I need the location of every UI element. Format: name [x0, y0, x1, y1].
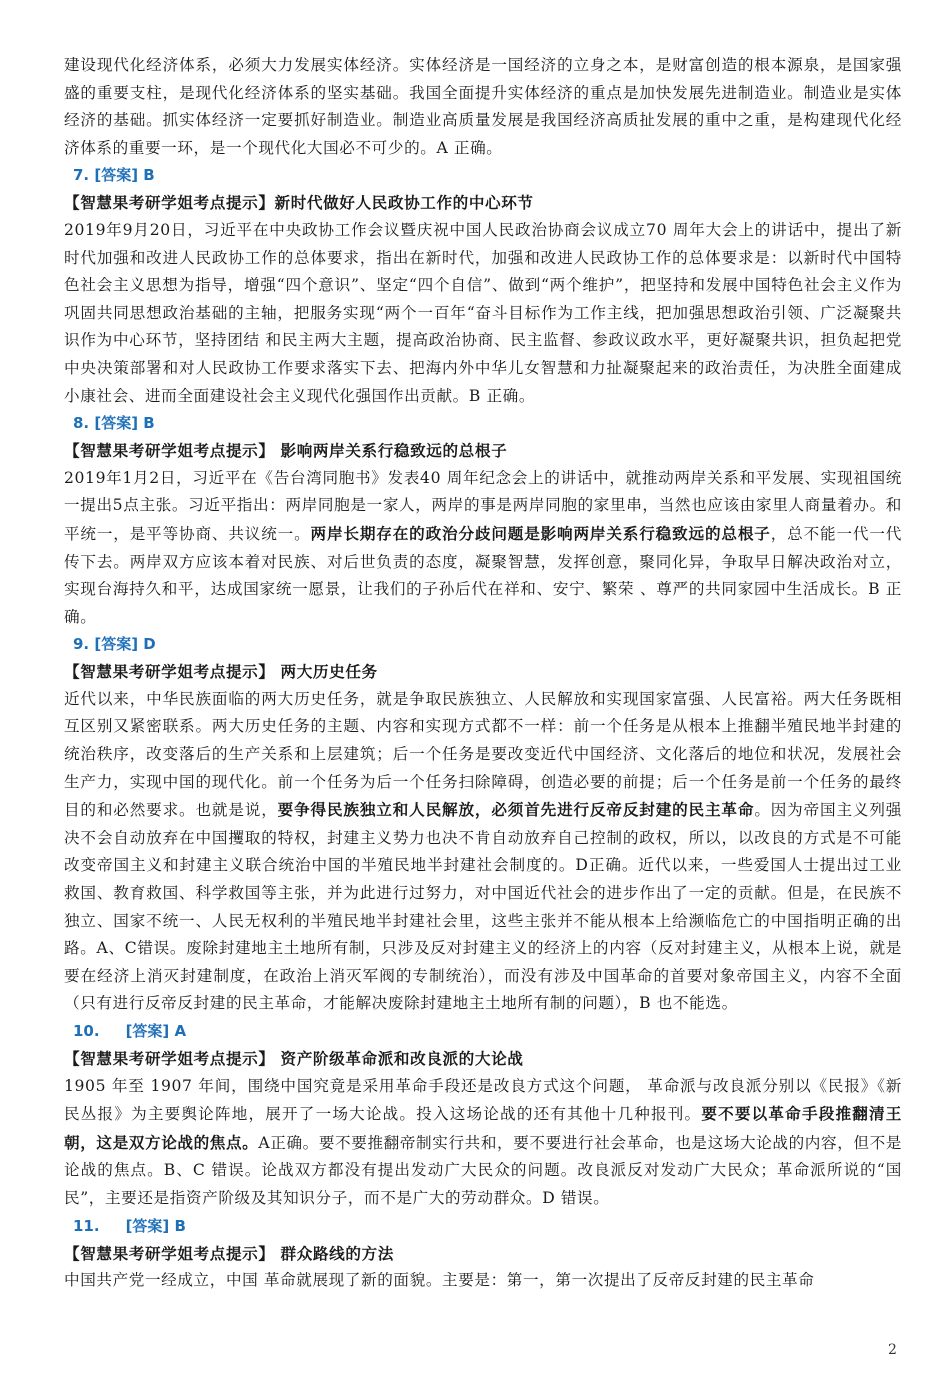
q11-answer: 11. [答案] B: [73, 1216, 186, 1235]
q11-tip-heading: 【智慧果考研学姐考点提示】 群众路线的方法: [64, 1243, 394, 1263]
q11-body: 中国共产党一经成立，中国 革命就展现了新的面貌。主要是：第一，第一次提出了反帝反封建的民主革命: [64, 1271, 815, 1290]
q8-tip-heading: 【智慧果考研学姐考点提示】 影响两岸关系行稳致远的总根子: [64, 441, 508, 461]
q7-tip-heading: 【智慧果考研学姐考点提示】新时代做好人民政协工作的中心环节: [64, 193, 534, 213]
page-number: 2: [888, 1342, 897, 1358]
page-content: [64, 52, 902, 1295]
q7-answer: 7. [答案] B: [73, 166, 155, 185]
q9-answer: 9. [答案] D: [73, 635, 156, 654]
q10-key-point: 要不要以革命手段推翻清王朝，这是双方论战的焦点。: [64, 1104, 902, 1152]
q8-answer: 8. [答案] B: [73, 414, 155, 433]
q10-body: 1905 年至 1907 年间，围绕中国究竟是采用革命手段还是改良方式这个问题， 革命派与改良派分别以《民报》《新民丛报》为主要舆论阵地，展开了一场大论战。投入这场论战的还有其他十几种报刊。要不要以革命手段推翻清王朝，这是双方论战的焦点。A正确。要不要推翻帝制实行共和，要不要进行社会革命，也是这场大论战的内容，但不是论战的焦点。B、C 错误。论战双方都没有提出发动广大民众的问题。改良派反对发动广大民众；革命派所说的“国民”，主要还是指资产阶级及其知识分子，而不是广大的劳动群众。D 错误。: [64, 1076, 902, 1207]
q8-body: 2019年1月2日，习近平在《告台湾同胞书》发表40 周年纪念会上的讲话中，就推动两岸关系和平发展、实现祖国统一提出5点主张。习近平指出：两岸同胞是一家人，两岸的事是两岸同胞的家里串，当然也应该由家里人商量着办。和平统一，是平等协商、共议统一。两岸长期存在的政治分歧问题是影响两岸关系行稳致远的总根子，总不能一代一代传下去。两岸双方应该本着对民族、对后世负责的态度，凝聚智慧，发挥创意，聚同化异，争取早日解决政治对立，实现台海持久和平，达成国家统一愿景，让我们的子孙后代在祥和、安宁、繁荣 、尊严的共同家园中生活成长。B 正确。: [64, 468, 902, 626]
q9-body: 近代以来，中华民族面临的两大历史任务，就是争取民族独立、人民解放和实现国家富强、人民富裕。两大任务既相互区别又紧密联系。两大历史任务的主题、内容和实现方式都不一样：前一个任务是从根本上推翻半殖民地半封建的统治秩序，改变落后的生产关系和上层建筑；后一个任务是要改变近代中国经济、文化落后的地位和状况，发展社会生产力，实现中国的现代化。前一个任务为后一个任务扫除障碍，创造必要的前提；后一个任务是前一个任务的最终目的和必然要求。也就是说，要争得民族独立和人民解放，必须首先进行反帝反封建的民主革命。因为帝国主义列强决不会自动放弃在中国攫取的特权，封建主义势力也决不肯自动放弃自己控制的政权，所以，以改良的方式是不可能改变帝国主义和封建主义联合统治中国的半殖民地半封建社会制度的。D正确。近代以来，一些爱国人士提出过工业救国、教育救国、科学救国等主张，并为此进行过努力，对中国近代社会的进步作出了一定的贡献。但是，在民族不独立、国家不统一、人民无权利的半殖民地半封建社会里，这些主张并不能从根本上给濒临危亡的中国指明正确的出路。A、C错误。废除封建地主土地所有制，只涉及反对封建主义的经济上的内容（反对封建主义，从根本上说，就是要在经济上消灭封建制度，在政治上消灭军阀的专制统治），而没有涉及中国革命的首要对象帝国主义，内容不全面（只有进行反帝反封建的民主革命，才能解决废除封建地主土地所有制的问题），B 也不能选。: [64, 689, 902, 1013]
q10-answer: 10. [答案] A: [73, 1022, 187, 1040]
q9-tip-heading: 【智慧果考研学姐考点提示】 两大历史任务: [64, 662, 378, 682]
q8-key-point: 两岸长期存在的政治分歧问题是影响两岸关系行稳致远的总根子: [310, 523, 771, 543]
intro-paragraph: 建设现代化经济体系，必须大力发展实体经济。实体经济是一国经济的立身之本，是财富创造的根本源泉，是国家强盛的重要支柱，是现代化经济体系的坚实基础。我国全面提升实体经济的重点是加快发展先进制造业。制造业是实体经济的基础。抓实体经济一定要抓好制造业。制造业高质量发展是我国经济高质扯发展的重中之重，是构建现代化经济体系的重要一环，是一个现代化大国必不可少的。A 正确。: [64, 56, 902, 157]
q10-tip-heading: 【智慧果考研学姐考点提示】 资产阶级革命派和改良派的大论战: [64, 1049, 524, 1068]
q7-body: 2019年9月20日，习近平在中央政协工作会议暨庆祝中国人民政治协商会议成立70 周年大会上的讲话中，提出了新时代加强和改进人民政协工作的总体要求，指出在新时代，加强和改进人民政协工作的总体要求是：以新时代中国特色社会主义思想为指导，增强“四个意识”、坚定“四个自信”、做到“两个维护”，把坚持和发展中国特色社会主义作为巩固共同思想政治基础的主轴，把服务实现“两个一百年“奋斗目标作为工作主线，把加强思想政治引领、广泛凝聚共识作为中心环节，坚持团结 和民主两大主题，提高政治协商、民主监督、参政议政水平，更好凝聚共识，担负起把党中央决策部署和对人民政协工作要求落实下去、把海内外中华儿女智慧和力扯凝聚起来的政治责任，为决胜全面建成小康社会、进而全面建设社会主义现代化强国作出贡献。B 正确。: [64, 220, 902, 405]
q9-key-point: 要争得民族独立和人民解放，必须首先进行反帝反封建的民主革命: [277, 800, 755, 820]
